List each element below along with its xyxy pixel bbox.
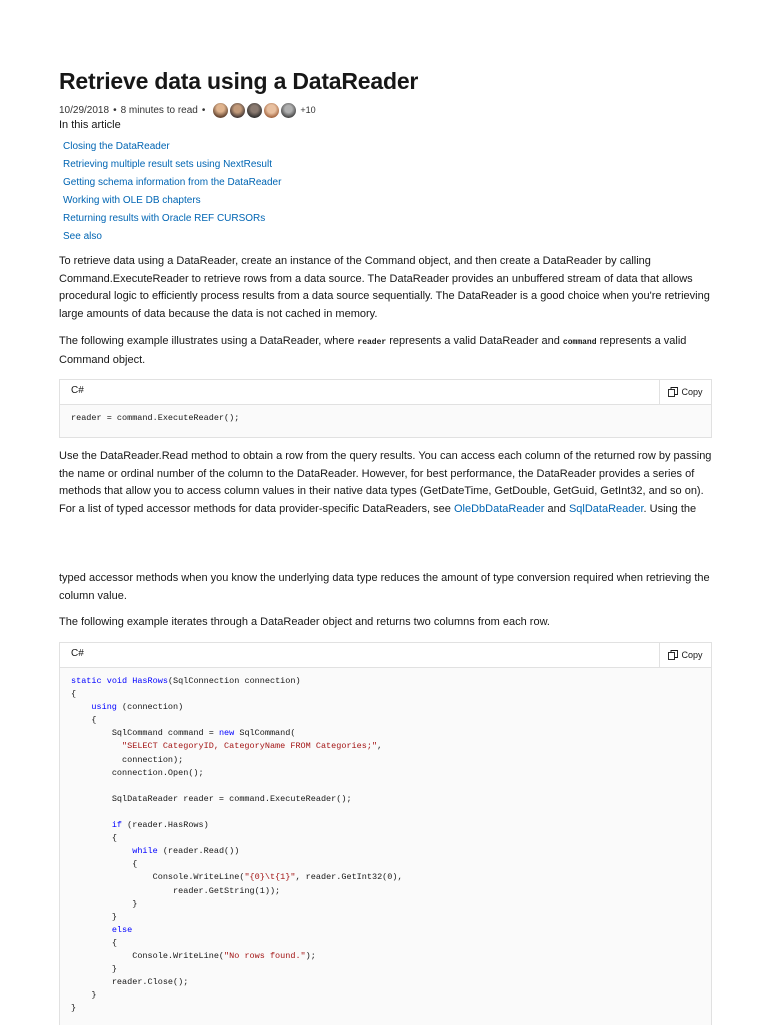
contributors-list[interactable] bbox=[213, 103, 315, 118]
toc-link-closing-datareader[interactable]: Closing the DataReader bbox=[63, 141, 170, 152]
read-time: 8 minutes to read bbox=[120, 104, 198, 116]
intro-paragraph: To retrieve data using a DataReader, create an instance of the Command object, and then create a DataReader by calling Command.ExecuteReader to retrieve rows from a data source. The DataReader provides an unbuffered stream of data that allows procedural logic to efficiently process results from a data source sequentially. The DataReader is a good choice when you're retrieving large amounts of data because the data is not cached in memory. bbox=[59, 255, 710, 320]
code-language-label: C# bbox=[71, 648, 84, 659]
paragraph-text: represents a valid Command object. bbox=[59, 335, 687, 366]
copy-button[interactable] bbox=[659, 643, 711, 667]
contributor-avatar[interactable] bbox=[230, 103, 245, 118]
more-contributors-count[interactable]: +10 bbox=[300, 105, 316, 115]
contributor-avatar[interactable] bbox=[213, 103, 228, 118]
contributor-avatar[interactable] bbox=[264, 103, 279, 118]
inline-code: reader bbox=[357, 338, 387, 347]
copy-button-label: Copy bbox=[681, 387, 703, 397]
meta-separator: • bbox=[201, 104, 206, 116]
paragraph-text: The following example illustrates using a DataReader, where bbox=[59, 335, 358, 347]
page-title: Retrieve data using a DataReader bbox=[59, 68, 419, 94]
toc-link-multiple-result-sets[interactable]: Retrieving multiple result sets using NextResult bbox=[63, 159, 272, 170]
contributor-avatar[interactable] bbox=[247, 103, 262, 118]
code-block-header bbox=[60, 380, 711, 405]
copy-icon bbox=[668, 387, 678, 397]
toc-link-ole-db-chapters[interactable]: Working with OLE DB chapters bbox=[63, 195, 201, 206]
code-language-label: C# bbox=[71, 385, 84, 396]
article-date: 10/29/2018 bbox=[59, 104, 110, 116]
in-this-article-heading: In this article bbox=[59, 119, 121, 131]
paragraph-text: and bbox=[544, 502, 569, 515]
code-content: static void HasRows(SqlConnection connection) { using (connection) { SqlCommand command = new SqlCommand( "SELECT CategoryID, CategoryName FROM Categories;", connection); connection.Open(); SqlDataReader reader = command.ExecuteReader(); if (reader.HasRows) { while (reader.Read()) { Console.WriteLine("{0}\t{1}", reader.GetInt32(0), reader.GetString(1)); } } else { Console.WriteLine("No rows found."); } reader.Close(); } } bbox=[71, 676, 403, 1014]
inline-code: command bbox=[562, 338, 597, 347]
contributor-avatar[interactable] bbox=[281, 103, 296, 118]
copy-button-label: Copy bbox=[681, 650, 703, 660]
example-intro-paragraph bbox=[59, 333, 719, 369]
typed-accessor-paragraph: typed accessor methods when you know the underlying data type reduces the amount of type conversion required when retrieving the column value. bbox=[59, 572, 710, 602]
toc-link-see-also[interactable]: See also bbox=[63, 231, 102, 242]
sqldatareader-link[interactable]: SqlDataReader bbox=[568, 502, 644, 515]
code-content: reader = command.ExecuteReader(); bbox=[71, 413, 240, 423]
read-method-paragraph bbox=[59, 448, 719, 518]
article-metadata bbox=[59, 101, 316, 119]
toc-link-schema-information[interactable]: Getting schema information from the DataReader bbox=[63, 177, 282, 188]
code-block bbox=[59, 642, 712, 1025]
paragraph-text: represents a valid DataReader and bbox=[386, 335, 563, 347]
code-block bbox=[59, 379, 712, 438]
paragraph-text: Use the DataReader.Read method to obtain a row from the query results. You can access each column of the returned row by passing the name or ordinal number of the column to the DataReader. However, for best performance, the DataReader provides a series of methods that allow you to access column values in their native data types (GetDateTime, GetDouble, GetGuid, GetInt32, and so on). For a list of typed accessor methods for data provider-specific DataReaders, see bbox=[59, 450, 712, 515]
meta-separator: • bbox=[113, 104, 117, 116]
copy-button[interactable] bbox=[659, 380, 711, 404]
paragraph-text: . Using the bbox=[643, 502, 697, 515]
toc-link-oracle-ref-cursors[interactable]: Returning results with Oracle REF CURSORs bbox=[63, 213, 266, 224]
iterate-example-paragraph: The following example iterates through a DataReader object and returns two columns from each row. bbox=[59, 616, 550, 628]
copy-icon bbox=[668, 650, 678, 660]
table-of-contents bbox=[63, 138, 281, 246]
oledbdatareader-link[interactable]: OleDbDataReader bbox=[453, 502, 545, 515]
code-block-header bbox=[60, 643, 711, 668]
